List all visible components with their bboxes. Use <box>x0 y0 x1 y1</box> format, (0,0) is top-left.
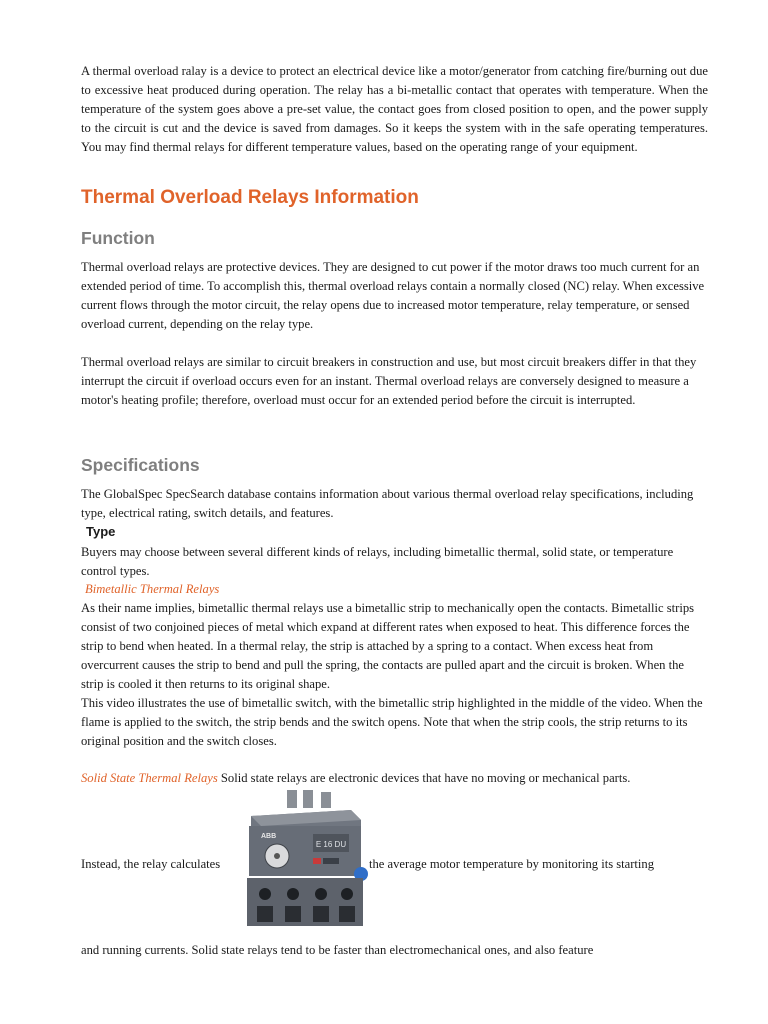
thermal-relay-image <box>243 790 369 930</box>
specifications-paragraph: The GlobalSpec SpecSearch database contains information about various thermal overload relay specifications, including type, electrical rating, switch details, and features. <box>81 487 694 520</box>
relay-brand-label: ABB <box>261 833 277 840</box>
function-heading: Function <box>81 228 155 248</box>
intro-paragraph: A thermal overload ralay is a device to protect an electrical device like a motor/generator from catching fire/burning out due to excessive heat produced during operation. The relay has a bi-metallic contact that operates with temperature. When the temperature of the system goes above a pre-set value, the contact goes from closed position to open, and the power supply to the circuit is cut and the device is saved from damages. So it keeps the system with in the safe operating temperatures. You may find thermal relays for different temperature values, based on the operating range of your equipment. <box>81 64 708 154</box>
type-paragraph: Buyers may choose between several different kinds of relays, including bimetallic thermal, solid state, or temperature control types. <box>81 545 674 578</box>
function-paragraph-2: Thermal overload relays are similar to circuit breakers in construction and use, but most circuit breakers differ in that they interrupt the circuit if overload occurs even for an instant. Thermal overload relays are conversely designed to measure a motor's heating profile; therefore, overload must occur for an extended period before the circuit is interrupted. <box>81 355 697 407</box>
solid-state-line <box>81 769 708 788</box>
bimetallic-thermal-relays-link[interactable]: Bimetallic Thermal Relays <box>85 582 220 596</box>
running-currents-line: and running currents. Solid state relays tend to be faster than electromechanical ones, and also feature <box>81 943 594 957</box>
video-paragraph: This video illustrates the use of bimetallic switch, with the bimetallic strip highlighted in the middle of the video. When the flame is applied to the switch, the strip bends and the switch opens. Note that when the strip cools, the strip returns to its original position and the switch closes. <box>81 696 703 748</box>
specifications-heading: Specifications <box>81 455 200 475</box>
solid-state-thermal-relays-link[interactable]: Solid State Thermal Relays <box>81 771 218 785</box>
page-title: Thermal Overload Relays Information <box>81 187 419 208</box>
solid-state-text: Solid state relays are electronic devices that have no moving or mechanical parts. <box>217 771 631 785</box>
instead-left-text: Instead, the relay calculates <box>81 857 221 871</box>
relay-model-label: E 16 DU <box>315 840 347 849</box>
bimetallic-paragraph: As their name implies, bimetallic thermal relays use a bimetallic strip to mechanically open the contacts. Bimetallic strips consist of two conjoined pieces of metal which expand at different rates when exposed to heat. This difference forces the strip to bend when heated. In a thermal relay, the strip is attached by a spring to a contact. When excess heat from overcurrent causes the strip to bend and pull the spring, the contacts are pulled apart and the circuit is broken. When the strip is cooled it then returns to its original shape. <box>81 601 695 691</box>
instead-line <box>81 855 708 874</box>
bimetallic-link-line <box>81 580 708 599</box>
instead-right-text: the average motor temperature by monitoring its starting <box>369 857 655 871</box>
function-paragraph-1: Thermal overload relays are protective devices. They are designed to cut power if the motor draws too much current for an extended period of time. To accomplish this, thermal overload relays contain a normally closed (NC) relay. When excessive current flows through the motor circuit, the relay opens due to increased motor temperature, relay temperature, or sensed overload current, depending on the relay type. <box>81 260 705 331</box>
type-label: Type <box>86 524 116 539</box>
